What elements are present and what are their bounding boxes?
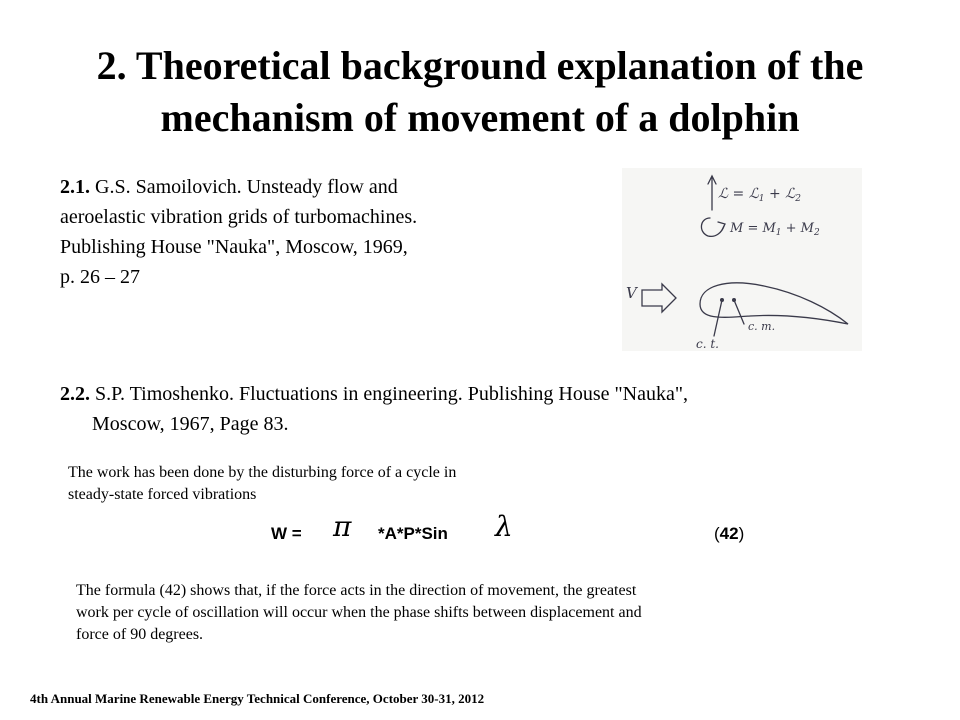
formula-w: W = [271,524,302,543]
conclusion-line-3: force of 90 degrees. [76,626,204,643]
reference-2-2 [60,379,860,439]
formula-pi: π [333,510,352,543]
reference-2-1 [60,172,580,292]
slide-title-line-2: mechanism of movement of a dolphin [160,95,800,140]
center-of-mass-label: c. m. [748,320,776,333]
reference-2-1-text-1: G.S. Samoilovich. Unsteady flow and [90,176,398,198]
slide-title-line-1: 2. Theoretical background explanation of the [96,43,864,88]
conference-footer: 4th Annual Marine Renewable Energy Technical Conference, October 30-31, 2012 [30,691,485,706]
moment-arc [701,218,724,236]
cm-pointer [734,300,744,324]
reference-2-2-line-2: Moscow, 1967, Page 83. [92,413,289,435]
conclusion-line-2: work per cycle of oscillation will occur when the phase shifts between displacement and [76,604,642,621]
reference-2-2-text-1: S.P. Timoshenko. Fluctuations in engineering. Publishing House "Nauka", [90,383,689,405]
center-of-twist-label: c. t. [696,337,719,351]
center-of-twist-dot [720,298,724,302]
reference-2-1-line-3: Publishing House "Nauka", Moscow, 1969, [60,236,408,258]
formula-lambda: λ [495,510,513,543]
airfoil-sketch-figure [622,168,862,351]
center-of-mass-dot [732,298,736,302]
work-note [68,462,628,506]
airfoil-outline [700,283,848,324]
reference-2-1-line-1 [60,172,580,202]
moment-arrow-head [718,222,725,230]
airfoil-sketch [622,168,862,351]
slide-title [30,40,930,144]
formula-42 [0,508,960,556]
conclusion-line-1: The formula (42) shows that, if the force acts in the direction of movement, the greatest [76,582,637,599]
reference-2-1-number: 2.1. [60,176,90,198]
work-note-line-1: The work has been done by the disturbing force of a cycle in [68,464,457,481]
reference-2-2-line-1 [60,379,860,409]
reference-2-1-line-4: p. 26 – 27 [60,266,140,288]
ct-pointer [714,300,722,336]
velocity-arrow [642,284,676,312]
lift-equation: ℒ = ℒ$_1$ + ℒ$_2$ [718,186,801,204]
reference-2-1-line-2: aeroelastic vibration grids of turbomachines. [60,206,418,228]
work-note-line-2: steady-state forced vibrations [68,486,257,503]
reference-2-2-number: 2.2. [60,383,90,405]
formula-body: *A*P*Sin [378,524,448,543]
formula-number: (42) [714,524,745,543]
conclusion-text [76,580,846,646]
moment-equation: $M = M_1 + M_2$ [730,221,820,238]
velocity-label: V [626,284,637,302]
